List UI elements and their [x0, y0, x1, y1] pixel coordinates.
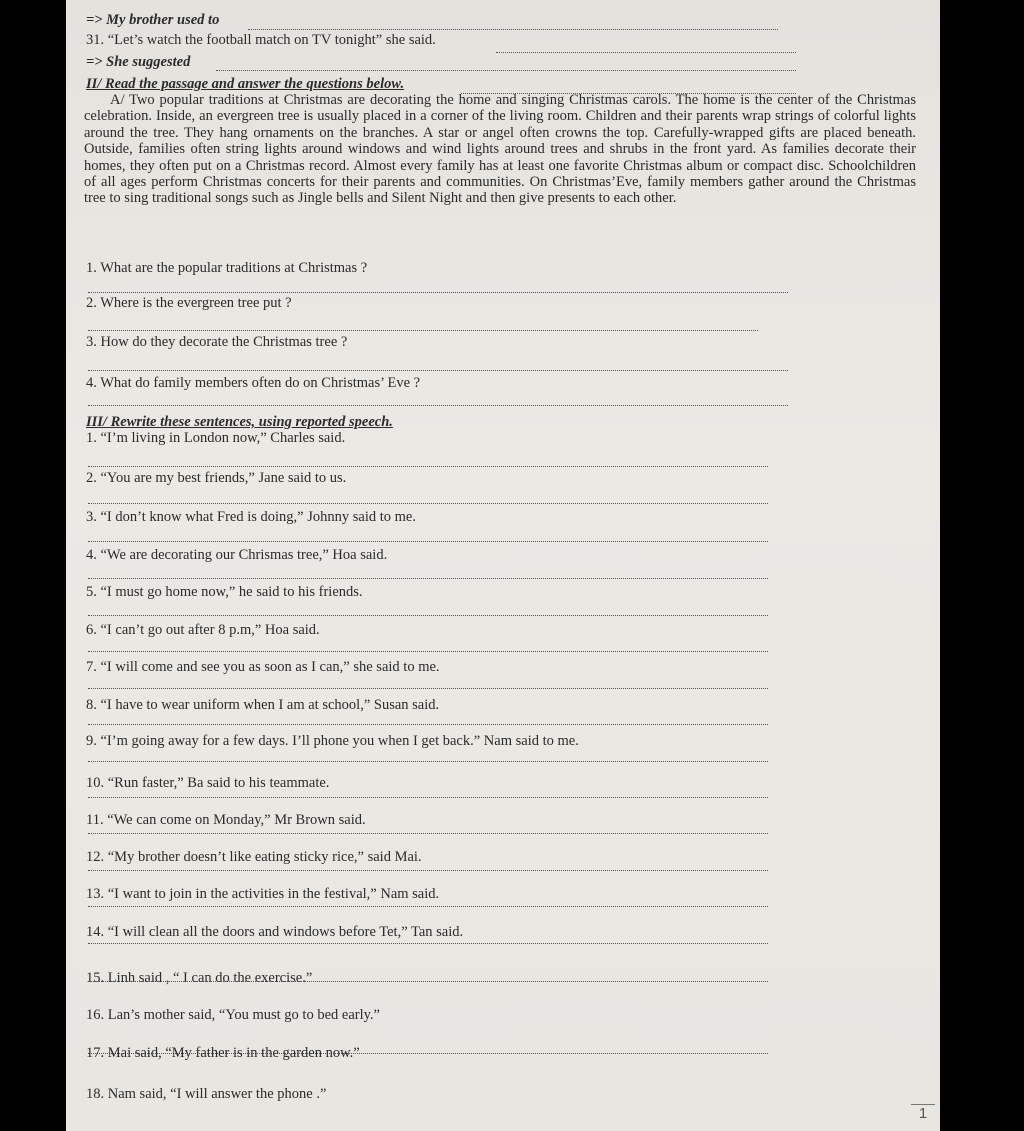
reading-question-1: 1. What are the popular traditions at Christmas ?	[86, 260, 368, 276]
reported-speech-item-18: 18. Nam said, “I will answer the phone .”	[86, 1086, 327, 1102]
answer-line	[88, 651, 768, 652]
page-number: 1	[911, 1104, 935, 1122]
reported-speech-item-2: 2. “You are my best friends,” Jane said to us.	[86, 470, 347, 486]
reading-passage	[84, 92, 916, 207]
reported-speech-item-16: 16. Lan’s mother said, “You must go to bed early.”	[86, 1007, 380, 1023]
answer-line	[88, 688, 768, 689]
answer-line	[88, 761, 768, 762]
answer-line	[496, 52, 796, 53]
answer-line	[88, 981, 768, 982]
question-31: 31. “Let’s watch the football match on TV tonight” she said.	[86, 32, 436, 48]
reported-speech-item-15: 15. Linh said , “ I can do the exercise.”	[86, 970, 313, 986]
reported-speech-item-12: 12. “My brother doesn’t like eating sticky rice,” said Mai.	[86, 849, 422, 865]
reported-speech-item-8: 8. “I have to wear uniform when I am at school,” Susan said.	[86, 697, 440, 713]
reading-question-4: 4. What do family members often do on Christmas’ Eve ?	[86, 375, 421, 391]
answer-line	[88, 797, 768, 798]
reported-speech-item-7: 7. “I will come and see you as soon as I can,” she said to me.	[86, 659, 440, 675]
worksheet-page	[66, 0, 940, 1131]
answer-line	[88, 724, 768, 725]
answer-line	[88, 405, 788, 406]
section-2-heading: II/ Read the passage and answer the questions below.	[86, 76, 405, 92]
answer-line	[88, 615, 768, 616]
section-3-heading: III/ Rewrite these sentences, using reported speech.	[86, 414, 393, 430]
answer-line	[248, 29, 778, 30]
answer-line	[88, 330, 758, 331]
reported-speech-item-9: 9. “I’m going away for a few days. I’ll phone you when I get back.” Nam said to me.	[86, 733, 579, 749]
reported-speech-item-13: 13. “I want to join in the activities in the festival,” Nam said.	[86, 886, 440, 902]
answer-line	[88, 943, 768, 944]
she-suggested-line: => She suggested	[86, 54, 191, 70]
answer-line	[88, 870, 768, 871]
reading-question-2: 2. Where is the evergreen tree put ?	[86, 295, 292, 311]
answer-line	[88, 466, 768, 467]
answer-line	[216, 70, 796, 71]
my-brother-line: => My brother used to	[86, 12, 220, 28]
reported-speech-item-14: 14. “I will clean all the doors and windows before Tet,” Tan said.	[86, 924, 464, 940]
reported-speech-item-6: 6. “I can’t go out after 8 p.m,” Hoa said.	[86, 622, 320, 638]
reported-speech-item-1: 1. “I’m living in London now,” Charles said.	[86, 430, 346, 446]
reported-speech-item-11: 11. “We can come on Monday,” Mr Brown said.	[86, 812, 366, 828]
answer-line	[88, 503, 768, 504]
reported-speech-item-17: 17. Mai said, “My father is in the garden now.”	[86, 1045, 360, 1061]
reported-speech-item-3: 3. “I don’t know what Fred is doing,” Johnny said to me.	[86, 509, 416, 525]
answer-line	[88, 541, 768, 542]
reported-speech-item-5: 5. “I must go home now,” he said to his friends.	[86, 584, 363, 600]
answer-line	[88, 292, 788, 293]
passage-text: A/ Two popular traditions at Christmas are decorating the home and singing Christmas carols. The home is the center of the Christmas celebration. Inside, an evergreen tree is usually placed in a corner of the living room. Children and their parents wrap strings of colorful lights around the tree. They hang ornaments on the branches. A star or angel often crowns the top. Carefully-wrapped gifts are placed beneath. Outside, families often string lights around windows and wind lights around trees and shrubs in the front yard. As families decorate their homes, they often put on a Christmas record. Almost every family has at least one favorite Christmas album or compact disc. Schoolchildren of all ages perform Christmas concerts for their parents and communities. On Christmas’Eve, family members gather around the Christmas tree to sing traditional songs such as Jingle bells and Silent Night and then give presents to each other.	[84, 92, 916, 207]
reading-question-3: 3. How do they decorate the Christmas tree ?	[86, 334, 348, 350]
reported-speech-item-10: 10. “Run faster,” Ba said to his teammate.	[86, 775, 330, 791]
answer-line	[88, 906, 768, 907]
reported-speech-item-4: 4. “We are decorating our Chrismas tree,” Hoa said.	[86, 547, 388, 563]
answer-line	[88, 578, 768, 579]
answer-line	[88, 833, 768, 834]
answer-line	[88, 370, 788, 371]
